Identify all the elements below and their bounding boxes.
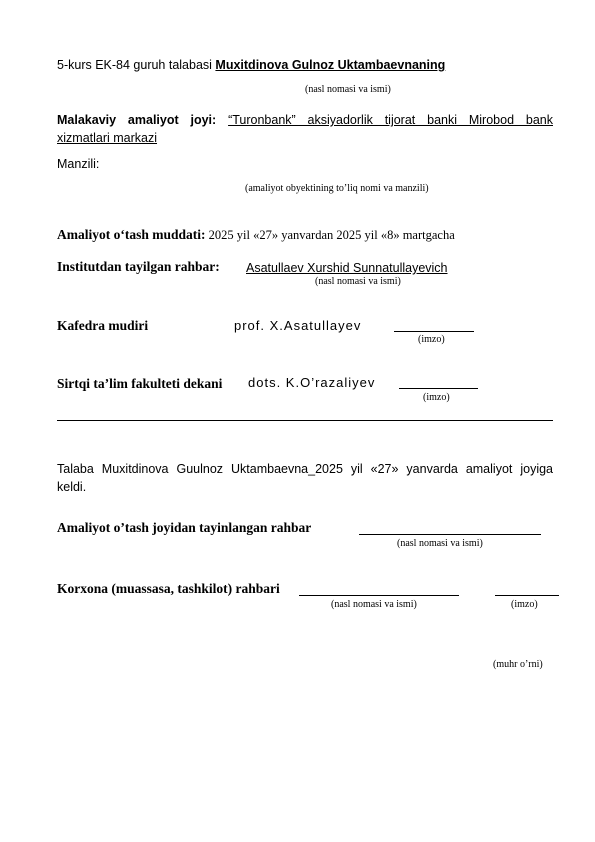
duration-line — [57, 226, 455, 244]
company-head-name-caption: (nasl nomasi va ismi) — [331, 599, 417, 610]
department-head-signature-caption: (imzo) — [418, 334, 445, 345]
department-head-name: prof. X.Asatullayev — [234, 318, 362, 333]
faculty-dean-signature-line — [399, 388, 478, 389]
department-head-label: Kafedra mudiri — [57, 318, 149, 333]
company-head-signature-line — [495, 595, 559, 596]
institute-supervisor-label: Institutdan tayilgan rahbar: — [57, 259, 220, 274]
student-prefix: 5-kurs EK-84 guruh talabasi — [57, 58, 216, 72]
practice-place-label: Malakaviy amaliyot joyi: — [57, 113, 217, 127]
section-divider — [57, 420, 553, 421]
arrival-line: Talaba Muxitdinova Guulnoz Uktambaevna_2025 yil «27» yanvarda amaliyot joyiga — [57, 462, 553, 476]
address-label: Manzili: — [57, 157, 100, 171]
arrival-line-cont: keldi. — [57, 480, 87, 494]
company-head-signature-caption: (imzo) — [511, 599, 538, 610]
site-supervisor-label: Amaliyot o’tash joyidan tayinlangan rahbar — [57, 520, 312, 535]
practice-place-line — [57, 113, 553, 127]
student-name-caption: (nasl nomasi va ismi) — [305, 84, 391, 95]
institute-supervisor-caption: (nasl nomasi va ismi) — [315, 276, 401, 287]
faculty-dean-name: dots. K.O’razaliyev — [248, 375, 376, 390]
faculty-dean-label: Sirtqi ta’lim fakulteti dekani — [57, 376, 223, 391]
seal-caption: (muhr o’rni) — [493, 659, 543, 670]
site-supervisor-caption: (nasl nomasi va ismi) — [397, 538, 483, 549]
student-line — [57, 58, 445, 72]
practice-place-value-cont: xizmatlari markazi — [57, 131, 158, 145]
duration-label: Amaliyot o‘tash muddati: — [57, 227, 206, 242]
faculty-dean-signature-caption: (imzo) — [423, 392, 450, 403]
company-head-name-line — [299, 595, 459, 596]
practice-place-value: “Turonbank” aksiyadorlik tijorat banki Mirobod bank — [228, 113, 553, 127]
site-supervisor-name-line — [359, 534, 541, 535]
company-head-label: Korxona (muassasa, tashkilot) rahbari — [57, 581, 280, 596]
address-caption: (amaliyot obyektining to’liq nomi va manzili) — [245, 183, 429, 194]
institute-supervisor-name: Asatullaev Xurshid Sunnatullayevich — [246, 261, 448, 275]
student-name: Muxitdinova Gulnoz Uktambaevnaning — [215, 58, 446, 72]
duration-value: 2025 yil «27» yanvardan 2025 yil «8» martgacha — [205, 228, 455, 242]
department-head-signature-line — [394, 331, 474, 332]
